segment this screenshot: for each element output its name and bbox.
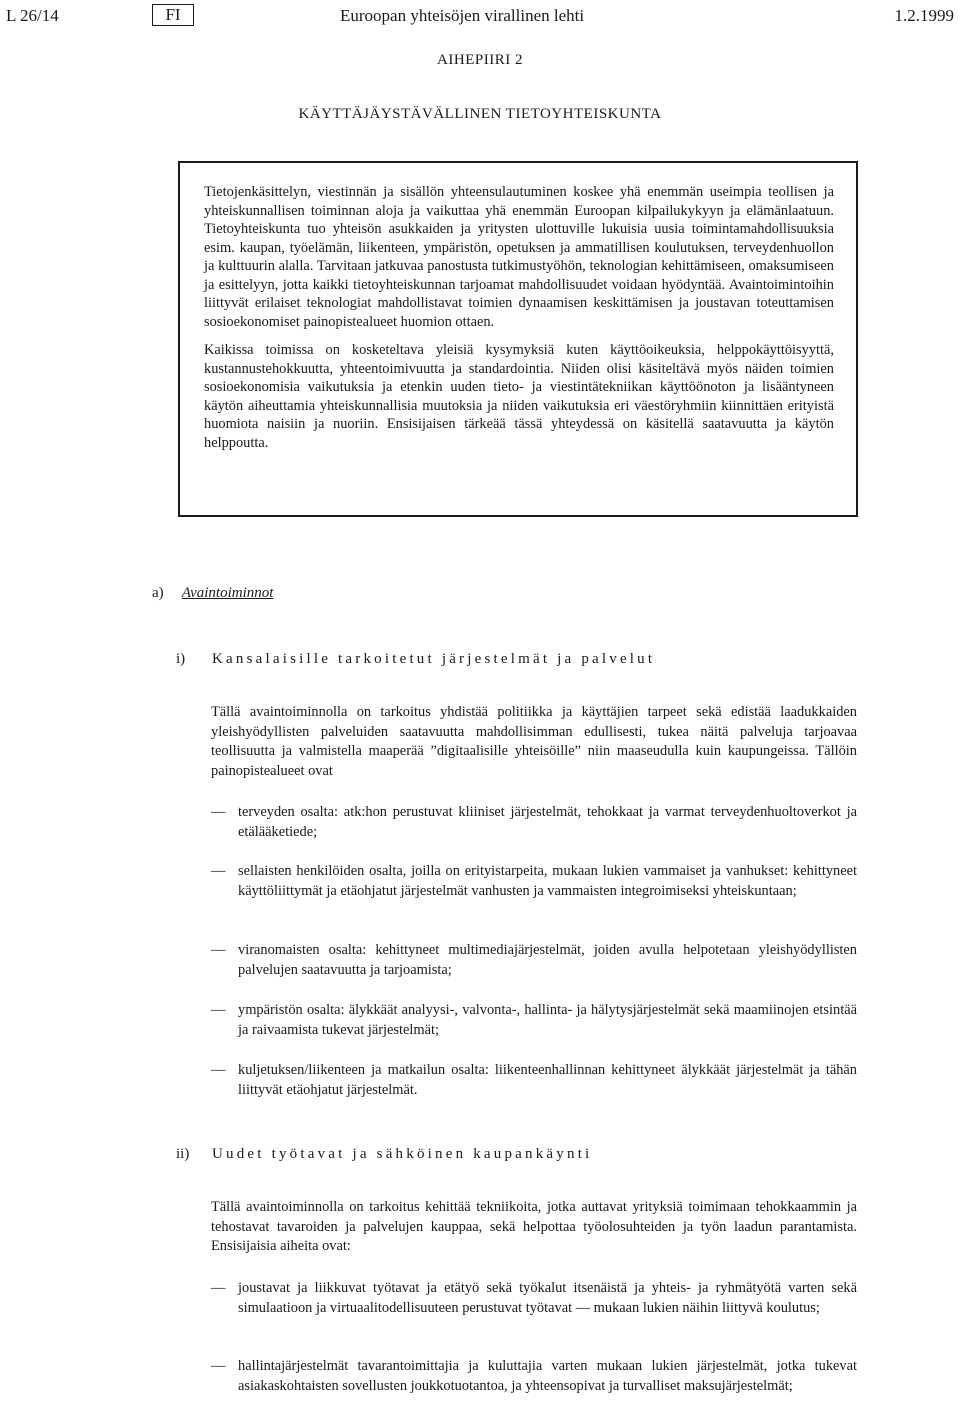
dash-marker: — <box>211 804 226 820</box>
section-a-label: a) <box>152 585 164 601</box>
dash-marker: — <box>211 1358 226 1374</box>
subsection-ii-title: Uudet työtavat ja sähköinen kaupankäynti <box>212 1146 593 1162</box>
section-a-heading <box>152 585 273 602</box>
dash-marker: — <box>211 1062 226 1078</box>
page-reference: L 26/14 <box>6 6 59 25</box>
list-item-text: terveyden osalta: atk:hon perustuvat kliiniset järjestelmät, tehokkaat ja varmat terveydenhuoltoverkot ja etälääketiede; <box>238 804 857 840</box>
section-a-title: Avaintoiminnot <box>181 585 274 601</box>
theme-number: AIHEPIIRI 2 <box>437 52 523 68</box>
list-item-text: kuljetuksen/liikenteen ja matkailun osalta: liikenteenhallinnan kehittyneet älykkäät järjestelmät ja tähän liittyvät etäohjatut järjestelmät. <box>238 1062 857 1098</box>
intro-paragraph-2: Kaikissa toimissa on kosketeltava yleisiä kysymyksiä kuten käyttöoikeuksia, helppokäyttöisyyttä, kustannustehokkuutta, yhteentoimivuutta ja standardointia. Niiden olisi käsiteltävä myös näiden toimien sosioekonomisia vaikutuksia ja etenkin uuden tieto- ja viestintätekniikan käyttöönoton ja lisääntyneen käytön aiheuttamia yhteiskunnallisia muutoksia ja niiden vaikutuksia eri väestöryhmiin kiinnittäen erityistä huomiota naisiin ja nuoriin. Ensisijaisen tärkeää tässä yhteydessä on käsitellä saatavuutta ja käytön helppoutta. <box>204 342 834 451</box>
list-item <box>211 862 857 901</box>
publication-date: 1.2.1999 <box>894 6 954 25</box>
subsection-i-number: i) <box>176 651 186 667</box>
intro-paragraph-1: Tietojenkäsittelyn, viestinnän ja sisällön yhteensulautuminen koskee yhä enemmän useimpia teollisen ja yhteiskunnallisen toiminnan aloja ja vaikuttaa yhä enemmän Euroopan kilpailukykyyn ja elämänlaatuun. Tietoyhteiskunta tuo yhteisön asukkaiden ja yritysten ulottuville lukuisia uusia toimintamahdollisuuksia esim. kaupan, työelämän, liikenteen, ympäristön, opetuksen ja ammatillisen koulutuksen, terveydenhuollon ja kulttuurin alalla. Tarvitaan jatkuvaa panostusta tutkimustyöhön, teknologian kehittämiseen, omaksumiseen ja esittelyyn, jotta kaikki tietoyhteiskunnan tarjoamat mahdollisuudet voidaan hyödyntää. Avaintoimintoihin liittyvät erilaiset teknologiat mahdollistavat toimien dynaamisen keskittämisen ja joustavan toteuttamisen sosioekonomiset painopistealueet huomion ottaen. <box>204 184 834 330</box>
list-item-text: hallintajärjestelmät tavarantoimittajia ja kuluttajia varten mukaan lukien järjestelmät, jotka tukevat asiakaskohtaisten sovellusten joukkotuotantoa, ja yhteensopivat ja turvalliset maksujärjestelmät; <box>238 1358 857 1394</box>
list-item <box>211 1001 857 1040</box>
journal-title: Euroopan yhteisöjen virallinen lehti <box>340 6 585 25</box>
dash-marker: — <box>211 1280 226 1296</box>
subsection-ii-number: ii) <box>176 1146 190 1162</box>
subsection-i-title: Kansalaisille tarkoitetut järjestelmät ja palvelut <box>212 651 656 667</box>
dash-marker: — <box>211 863 226 879</box>
language-code-box: FI <box>152 4 194 26</box>
list-item-text: joustavat ja liikkuvat työtavat ja etätyö sekä työkalut itsenäistä ja yhteis- ja ryhmätyötä varten sekä simulaatioon ja virtuaalitodellisuuteen perustuvat työtavat — mukaan lukien näihin liittyvä koulutus; <box>238 1280 857 1316</box>
intro-box <box>178 161 858 517</box>
list-item <box>211 803 857 842</box>
list-item <box>211 1061 857 1100</box>
list-item <box>211 1279 857 1318</box>
theme-title: KÄYTTÄJÄYSTÄVÄLLINEN TIETOYHTEISKUNTA <box>298 106 662 122</box>
list-item <box>211 941 857 980</box>
list-item-text: viranomaisten osalta: kehittyneet multimediajärjestelmät, joiden avulla helpotetaan yleishyödyllisten palvelujen saatavuutta ja tarjoamista; <box>238 942 857 978</box>
subsection-ii-intro: Tällä avaintoiminnolla on tarkoitus kehittää tekniikoita, jotka auttavat yrityksiä toimimaan tehokkaammin ja tehostavat tavaroiden ja palvelujen kauppaa, sekä helpottaa työolosuhteiden ja työn laadun parantamista. Ensisijaisia aiheita ovat: <box>211 1199 857 1254</box>
dash-marker: — <box>211 1002 226 1018</box>
subsection-i-intro: Tällä avaintoiminnolla on tarkoitus yhdistää politiikka ja käyttäjien tarpeet sekä edistää laadukkaiden yleishyödyllisten palveluiden saatavuutta mahdollisimman edullisesti, tukea näitä palveluja tarjoavaa teollisuutta ja valmistella maaperää ”digitaalisille yhteisöille” niin maaseudulla kuin kaupungeissa. Tällöin painopistealueet ovat <box>211 704 857 779</box>
list-item-text: ympäristön osalta: älykkäät analyysi-, valvonta-, hallinta- ja hälytysjärjestelmät sekä maamiinojen etsintää ja raivaamista tukevat järjestelmät; <box>238 1002 857 1038</box>
list-item-text: sellaisten henkilöiden osalta, joilla on erityistarpeita, mukaan lukien vammaiset ja vanhukset: kehittyneet käyttöliittymät ja etäohjatut järjestelmät vanhusten ja vammaisten integroimiseksi yhteiskuntaan; <box>238 863 857 899</box>
dash-marker: — <box>211 942 226 958</box>
list-item <box>211 1357 857 1396</box>
page-header <box>0 4 960 26</box>
